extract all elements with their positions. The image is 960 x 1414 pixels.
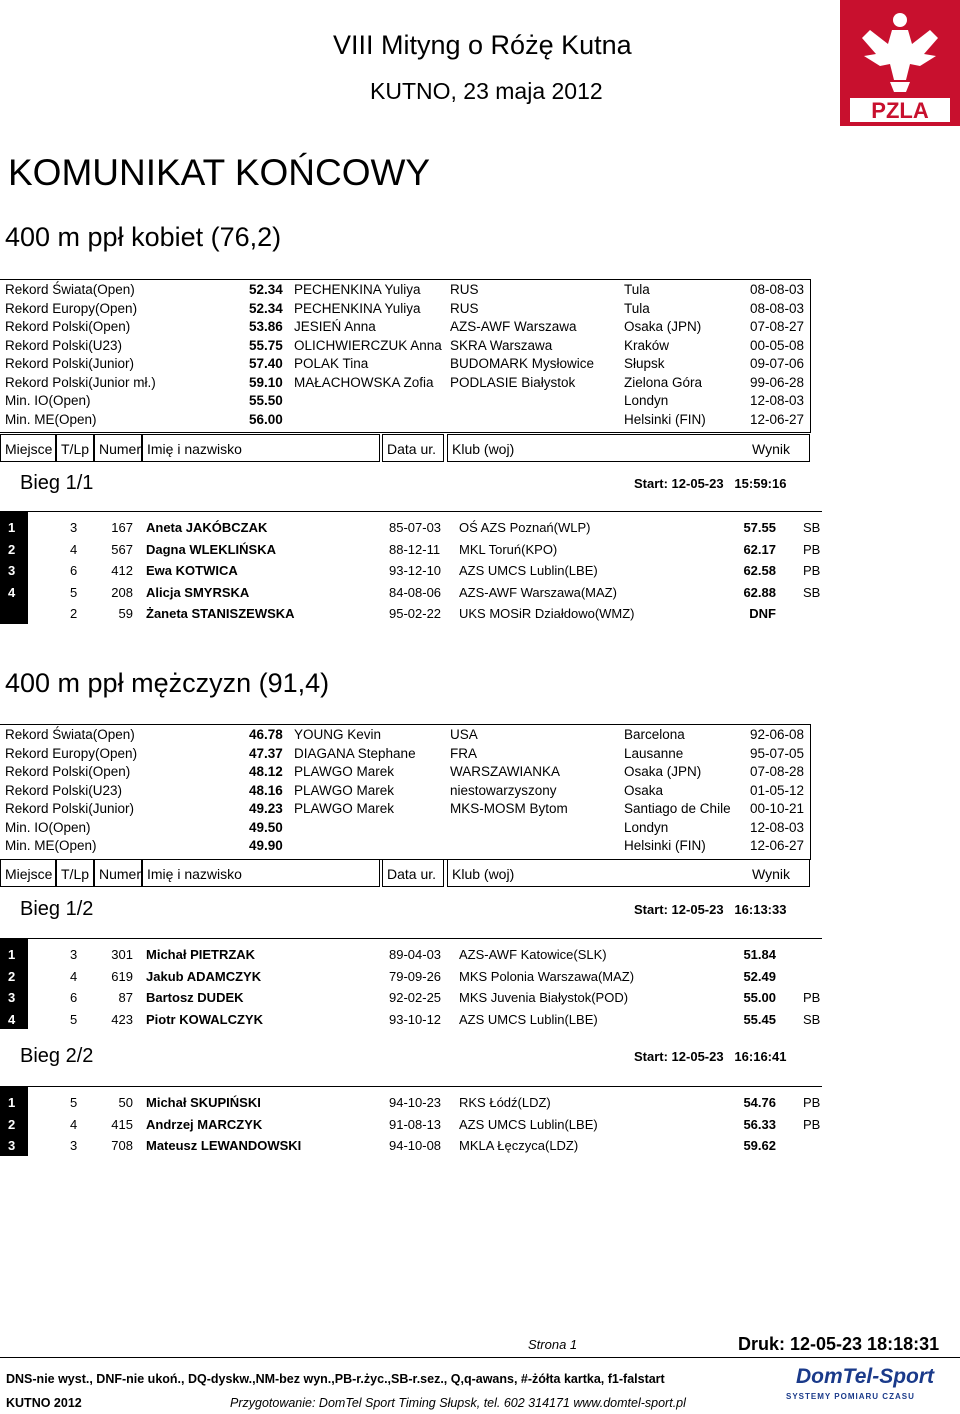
record-time: 49.50 (249, 819, 283, 835)
record-club: BUDOMARK Mysłowice (450, 356, 595, 371)
record-date: 12-08-03 (750, 393, 805, 408)
record-date: 12-06-27 (750, 838, 805, 853)
record-date: 07-08-27 (750, 319, 805, 334)
col-miejsce: Miejsce (0, 434, 56, 462)
result-lane: 6 (70, 990, 78, 1005)
result-lane: 5 (70, 1011, 78, 1027)
record-place: Tula (624, 300, 650, 316)
result-row (0, 1115, 822, 1135)
result-club: AZS UMCS Lublin(LBE) (459, 563, 598, 578)
record-holder: JESIEŃ Anna (294, 319, 376, 334)
result-dob: 84-08-06 (389, 584, 442, 600)
record-label: Rekord Polski(Junior mł.) (5, 374, 156, 390)
record-place: Barcelona (624, 727, 685, 742)
record-place: Osaka (JPN) (624, 764, 702, 779)
record-holder: PLAWGO Marek (294, 782, 395, 798)
record-club: MKS-MOSM Bytom (450, 801, 568, 816)
result-note: PB (803, 563, 821, 578)
result-club: AZS UMCS Lublin(LBE) (459, 1116, 598, 1132)
col-tlp: T/Lp (56, 859, 94, 887)
footer-prepared: Przygotowanie: DomTel Sport Timing Słupsk, tel. 602 314171 www.domtel-sport.pl (230, 1396, 686, 1410)
event-title-men: 400 m ppł mężczyzn (91,4) (5, 668, 330, 698)
result-dob: 94-10-23 (389, 1095, 442, 1110)
record-label: Rekord Polski(Junior) (5, 356, 135, 371)
heat-divider (0, 511, 822, 512)
result-lane: 4 (70, 541, 78, 557)
record-club: FRA (450, 745, 477, 761)
result-time: 55.00 (743, 990, 776, 1005)
record-date: 09-07-06 (750, 356, 805, 371)
record-holder: PLAWGO Marek (294, 801, 395, 816)
document-heading: KOMUNIKAT KOŃCOWY (8, 152, 431, 193)
result-bib: 167 (111, 520, 133, 535)
result-dob: 93-12-10 (389, 563, 442, 578)
heat-name: Bieg 2/2 (20, 1045, 94, 1067)
event-title-women: 400 m ppł kobiet (76,2) (5, 222, 282, 252)
record-club: AZS-AWF Warszawa (450, 319, 577, 334)
result-note: SB (803, 584, 821, 600)
result-time: 54.76 (743, 1095, 776, 1110)
record-place: Santiago de Chile (624, 801, 731, 816)
logo-text: PZLA (871, 98, 929, 123)
result-dob: 91-08-13 (389, 1116, 442, 1132)
record-time: 49.90 (249, 838, 283, 853)
result-time: 56.33 (743, 1116, 776, 1132)
result-bib: 59 (118, 606, 133, 621)
record-holder: MAŁACHOWSKA Zofia (294, 374, 434, 390)
result-lane: 2 (70, 606, 78, 621)
record-time: 57.40 (249, 356, 283, 371)
athlete-name: Dagna WLEKLIŃSKA (146, 541, 276, 557)
record-date: 08-08-03 (750, 282, 805, 297)
result-place: 2 (8, 968, 16, 984)
result-lane: 6 (70, 563, 78, 578)
result-row (0, 604, 822, 624)
result-row (0, 540, 822, 560)
result-time: 51.84 (743, 947, 776, 962)
result-bib: 415 (111, 1116, 133, 1132)
record-label: Min. IO(Open) (5, 393, 91, 408)
record-time: 49.23 (249, 801, 283, 816)
result-time: 59.62 (743, 1138, 776, 1153)
record-place: Zielona Góra (624, 374, 703, 390)
record-date: 12-06-27 (750, 411, 805, 427)
footer-city: KUTNO 2012 (6, 1396, 82, 1410)
record-place: Londyn (624, 393, 669, 408)
result-bib: 50 (118, 1095, 133, 1110)
col-data: Data ur. (382, 859, 444, 887)
athlete-name: Piotr KOWALCZYK (146, 1011, 263, 1027)
record-club: RUS (450, 300, 479, 316)
athlete-name: Alicja SMYRSKA (146, 584, 250, 600)
athlete-name: Aneta JAKÓBCZAK (146, 520, 268, 535)
record-place: Lausanne (624, 745, 684, 761)
athlete-name: Michał PIETRZAK (146, 947, 256, 962)
result-note: PB (803, 1116, 821, 1132)
result-time: 55.45 (743, 1011, 776, 1027)
result-lane: 4 (70, 1116, 78, 1132)
result-time: 62.58 (743, 563, 776, 578)
result-lane: 4 (70, 968, 78, 984)
result-club: AZS-AWF Warszawa(MAZ) (459, 584, 617, 600)
col-name: Imię i nazwisko (142, 434, 380, 462)
athlete-name: Michał SKUPIŃSKI (146, 1095, 261, 1110)
col-wynik: Wynik (748, 859, 810, 887)
record-place: Osaka (624, 782, 664, 798)
record-time: 56.00 (249, 411, 283, 427)
result-dob: 93-10-12 (389, 1011, 442, 1027)
result-row (0, 1136, 822, 1156)
heat-divider (0, 938, 822, 939)
record-date: 08-08-03 (750, 300, 805, 316)
record-time: 52.34 (249, 282, 283, 297)
meeting-date: KUTNO, 23 maja 2012 (370, 78, 603, 104)
result-bib: 567 (111, 541, 133, 557)
record-time: 46.78 (249, 727, 283, 742)
result-note: SB (803, 1011, 821, 1027)
result-club: AZS UMCS Lublin(LBE) (459, 1011, 598, 1027)
record-label: Rekord Świata(Open) (5, 727, 135, 742)
record-club: USA (450, 727, 478, 742)
result-place: 3 (8, 990, 16, 1005)
record-time: 48.16 (249, 782, 283, 798)
result-bib: 619 (111, 968, 133, 984)
result-note: PB (803, 541, 821, 557)
record-club: niestowarzyszony (450, 782, 557, 798)
heat-divider (0, 1086, 822, 1087)
record-time: 55.50 (249, 393, 283, 408)
result-dob: 85-07-03 (389, 520, 442, 535)
record-time: 52.34 (249, 300, 283, 316)
pzla-logo (840, 0, 960, 126)
result-dob: 79-09-26 (389, 968, 442, 984)
result-lane: 5 (70, 584, 78, 600)
record-label: Rekord Europy(Open) (5, 300, 138, 316)
record-date: 00-05-08 (750, 337, 805, 353)
record-club: RUS (450, 282, 479, 297)
record-date: 99-06-28 (750, 374, 805, 390)
result-time: 62.17 (743, 541, 776, 557)
record-label: Rekord Polski(Junior) (5, 801, 135, 816)
brand-subtitle: SYSTEMY POMIARU CZASU (786, 1392, 915, 1401)
result-place: 4 (8, 584, 16, 600)
result-row (0, 988, 822, 1008)
record-label: Rekord Polski(U23) (5, 337, 123, 353)
result-place: 4 (8, 1011, 16, 1027)
column-header (0, 434, 808, 464)
col-klub: Klub (woj) (447, 434, 809, 462)
result-lane: 3 (70, 947, 78, 962)
record-label: Rekord Polski(Open) (5, 764, 131, 779)
result-lane: 3 (70, 520, 78, 535)
footer-divider (0, 1357, 960, 1358)
record-time: 59.10 (249, 374, 283, 390)
result-row (0, 967, 822, 987)
result-row (0, 945, 822, 965)
record-time: 48.12 (249, 764, 283, 779)
result-bib: 412 (111, 563, 133, 578)
result-club: OŚ AZS Poznań(WLP) (459, 520, 591, 535)
result-row (0, 583, 822, 603)
result-bib: 708 (111, 1138, 133, 1153)
page-number: Strona 1 (528, 1337, 578, 1352)
result-dob: 92-02-25 (389, 990, 442, 1005)
athlete-name: Ewa KOTWICA (146, 563, 238, 578)
record-holder: PLAWGO Marek (294, 764, 395, 779)
record-date: 07-08-28 (750, 764, 805, 779)
record-label: Min. ME(Open) (5, 411, 97, 427)
record-label: Min. ME(Open) (5, 838, 97, 853)
record-date: 12-08-03 (750, 819, 805, 835)
athlete-name: Żaneta STANISZEWSKA (146, 606, 295, 621)
result-row (0, 518, 822, 538)
print-timestamp: Druk: 12-05-23 18:18:31 (738, 1334, 940, 1354)
result-place: 1 (8, 947, 16, 962)
result-bib: 301 (111, 947, 133, 962)
record-date: 95-07-05 (750, 745, 805, 761)
record-time: 55.75 (249, 337, 283, 353)
result-row (0, 561, 822, 581)
record-holder: YOUNG Kevin (294, 727, 382, 742)
col-miejsce: Miejsce (0, 859, 56, 887)
result-time: DNF (749, 606, 776, 621)
result-time: 57.55 (743, 520, 776, 535)
result-note: SB (803, 520, 821, 535)
record-label: Rekord Polski(Open) (5, 319, 131, 334)
result-dob: 94-10-08 (389, 1138, 442, 1153)
record-time: 53.86 (249, 319, 283, 334)
record-label: Min. IO(Open) (5, 819, 91, 835)
result-note: PB (803, 1095, 821, 1110)
heat-start-time: Start: 12-05-23 15:59:16 (634, 476, 787, 491)
brand-logo: DomTel-Sport (796, 1365, 935, 1388)
athlete-name: Bartosz DUDEK (146, 990, 244, 1005)
record-place: Londyn (624, 819, 669, 835)
result-note: PB (803, 990, 821, 1005)
result-club: MKL Toruń(KPO) (459, 541, 558, 557)
record-place: Helsinki (FIN) (624, 411, 706, 427)
heat-name: Bieg 1/1 (20, 472, 94, 494)
result-time: 52.49 (743, 968, 776, 984)
result-time: 62.88 (743, 584, 776, 600)
result-dob: 95-02-22 (389, 606, 442, 621)
result-place: 3 (8, 563, 16, 578)
record-time: 47.37 (249, 745, 283, 761)
heat-start-time: Start: 12-05-23 16:13:33 (634, 902, 787, 917)
col-numer: Numer (94, 859, 142, 887)
record-club: WARSZAWIANKA (450, 764, 561, 779)
result-place: 3 (8, 1138, 16, 1153)
result-lane: 5 (70, 1095, 78, 1110)
col-wynik: Wynik (748, 434, 810, 462)
record-holder: PECHENKINA Yuliya (294, 300, 421, 316)
result-row (0, 1093, 822, 1113)
record-place: Słupsk (624, 356, 665, 371)
record-holder: DIAGANA Stephane (294, 745, 416, 761)
result-club: MKS Juvenia Białystok(POD) (459, 990, 629, 1005)
heat-name: Bieg 1/2 (20, 898, 94, 920)
record-label: Rekord Europy(Open) (5, 745, 138, 761)
result-club: UKS MOSiR Działdowo(WMZ) (459, 606, 635, 621)
col-name: Imię i nazwisko (142, 859, 380, 887)
legend: DNS-nie wyst., DNF-nie ukoń., DQ-dyskw.,NM-bez wyn.,PB-r.życ.,SB-r.sez., Q,q-awans, #-żółta kartka, f1-falstart (6, 1372, 665, 1386)
result-place: 2 (8, 541, 16, 557)
record-label: Rekord Polski(U23) (5, 782, 123, 798)
athlete-name: Mateusz LEWANDOWSKI (146, 1138, 302, 1153)
result-club: MKS Polonia Warszawa(MAZ) (459, 968, 635, 984)
record-place: Helsinki (FIN) (624, 838, 706, 853)
result-club: MKLA Łęczyca(LDZ) (459, 1138, 579, 1153)
heat-start-time: Start: 12-05-23 16:16:41 (634, 1049, 787, 1064)
record-holder: OLICHWIERCZUK Anna (294, 337, 442, 353)
record-club: SKRA Warszawa (450, 337, 553, 353)
record-club: PODLASIE Białystok (450, 374, 576, 390)
result-club: AZS-AWF Katowice(SLK) (459, 947, 607, 962)
record-date: 92-06-08 (750, 727, 805, 742)
col-data: Data ur. (382, 434, 444, 462)
col-klub: Klub (woj) (447, 859, 809, 887)
col-tlp: T/Lp (56, 434, 94, 462)
result-place: 1 (8, 520, 16, 535)
result-bib: 87 (118, 990, 133, 1005)
athlete-name: Andrzej MARCZYK (146, 1116, 263, 1132)
record-label: Rekord Świata(Open) (5, 282, 135, 297)
record-holder: POLAK Tina (294, 356, 369, 371)
record-place: Osaka (JPN) (624, 319, 702, 334)
result-dob: 88-12-11 (389, 541, 441, 557)
result-dob: 89-04-03 (389, 947, 442, 962)
record-date: 00-10-21 (750, 801, 805, 816)
record-place: Kraków (624, 337, 670, 353)
athlete-name: Jakub ADAMCZYK (146, 968, 262, 984)
result-lane: 3 (70, 1138, 78, 1153)
record-place: Tula (624, 282, 650, 297)
meeting-title: VIII Mityng o Różę Kutna (333, 30, 632, 60)
col-numer: Numer (94, 434, 142, 462)
result-row (0, 1010, 822, 1030)
result-bib: 208 (111, 584, 133, 600)
record-holder: PECHENKINA Yuliya (294, 282, 421, 297)
result-bib: 423 (111, 1011, 133, 1027)
column-header (0, 859, 808, 889)
result-place: 2 (8, 1116, 16, 1132)
result-club: RKS Łódź(LDZ) (459, 1095, 551, 1110)
result-place: 1 (8, 1095, 16, 1110)
record-date: 01-05-12 (750, 782, 805, 798)
